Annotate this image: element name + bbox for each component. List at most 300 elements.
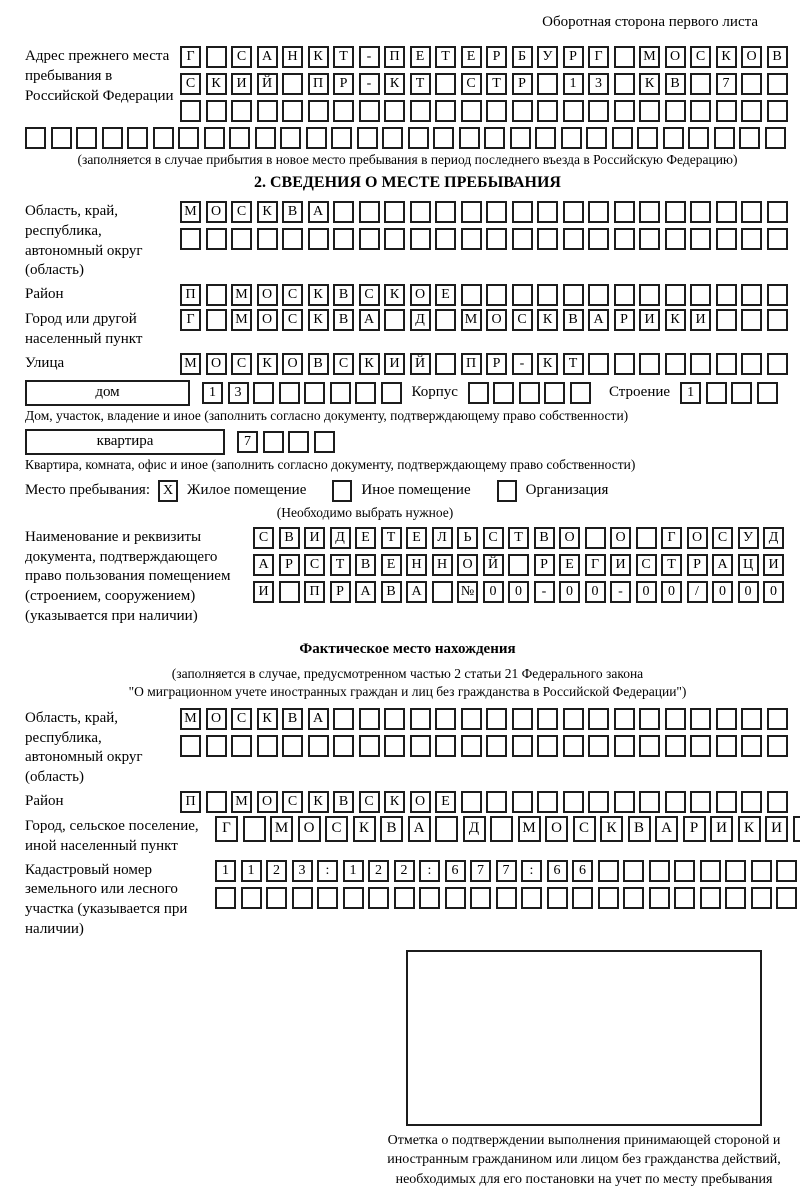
char-cell[interactable]: О <box>257 309 278 331</box>
char-cell[interactable] <box>333 201 354 223</box>
char-cell[interactable] <box>384 708 405 730</box>
char-cell[interactable]: 3 <box>588 73 609 95</box>
char-cell[interactable] <box>716 353 737 375</box>
char-cell[interactable]: П <box>180 791 201 813</box>
char-cell[interactable] <box>512 791 533 813</box>
char-cell[interactable] <box>614 46 635 68</box>
char-cell[interactable]: С <box>231 201 252 223</box>
char-cell[interactable] <box>561 127 582 149</box>
char-cell[interactable]: А <box>406 581 427 603</box>
char-cell[interactable]: С <box>636 554 657 576</box>
char-cell[interactable]: К <box>665 309 686 331</box>
char-cell[interactable]: Г <box>585 554 606 576</box>
char-cell[interactable]: : <box>419 860 440 882</box>
char-cell[interactable] <box>435 708 456 730</box>
char-cell[interactable]: Т <box>661 554 682 576</box>
char-cell[interactable] <box>308 100 329 122</box>
char-cell[interactable] <box>229 127 250 149</box>
char-cell[interactable]: № <box>457 581 478 603</box>
char-cell[interactable]: Т <box>333 46 354 68</box>
char-cell[interactable] <box>665 735 686 757</box>
char-cell[interactable]: 0 <box>559 581 580 603</box>
char-cell[interactable] <box>178 127 199 149</box>
char-cell[interactable] <box>330 382 351 404</box>
char-cell[interactable] <box>180 100 201 122</box>
char-cell[interactable] <box>563 201 584 223</box>
char-cell[interactable]: 6 <box>445 860 466 882</box>
char-cell[interactable] <box>714 127 735 149</box>
char-cell[interactable] <box>535 127 556 149</box>
char-cell[interactable] <box>757 382 778 404</box>
char-cell[interactable] <box>588 201 609 223</box>
char-cell[interactable] <box>288 431 309 453</box>
char-cell[interactable]: О <box>206 353 227 375</box>
char-cell[interactable]: Г <box>661 527 682 549</box>
char-cell[interactable] <box>598 887 619 909</box>
char-cell[interactable]: М <box>180 353 201 375</box>
char-cell[interactable]: К <box>537 309 558 331</box>
char-cell[interactable] <box>741 228 762 250</box>
char-cell[interactable] <box>381 382 402 404</box>
char-cell[interactable]: С <box>282 284 303 306</box>
char-cell[interactable] <box>614 353 635 375</box>
char-cell[interactable] <box>614 201 635 223</box>
char-cell[interactable] <box>767 228 788 250</box>
char-cell[interactable] <box>435 228 456 250</box>
char-cell[interactable]: И <box>763 554 784 576</box>
char-cell[interactable]: С <box>483 527 504 549</box>
char-cell[interactable] <box>636 527 657 549</box>
char-cell[interactable] <box>700 860 721 882</box>
char-cell[interactable] <box>292 887 313 909</box>
char-cell[interactable]: Г <box>180 46 201 68</box>
char-cell[interactable] <box>765 127 786 149</box>
char-cell[interactable] <box>563 791 584 813</box>
char-cell[interactable]: 3 <box>292 860 313 882</box>
char-cell[interactable] <box>614 100 635 122</box>
char-cell[interactable]: О <box>257 284 278 306</box>
char-cell[interactable] <box>153 127 174 149</box>
char-cell[interactable] <box>486 708 507 730</box>
char-cell[interactable]: Е <box>435 791 456 813</box>
char-cell[interactable] <box>470 887 491 909</box>
char-cell[interactable] <box>410 228 431 250</box>
char-cell[interactable]: Й <box>257 73 278 95</box>
char-cell[interactable] <box>725 887 746 909</box>
char-cell[interactable] <box>731 382 752 404</box>
char-cell[interactable]: К <box>308 309 329 331</box>
char-cell[interactable]: Р <box>486 46 507 68</box>
char-cell[interactable]: : <box>317 860 338 882</box>
char-cell[interactable] <box>486 100 507 122</box>
char-cell[interactable] <box>563 284 584 306</box>
char-cell[interactable]: 1 <box>343 860 364 882</box>
char-cell[interactable] <box>486 284 507 306</box>
char-cell[interactable] <box>741 353 762 375</box>
char-cell[interactable] <box>512 735 533 757</box>
char-cell[interactable] <box>544 382 565 404</box>
char-cell[interactable]: 1 <box>241 860 262 882</box>
char-cell[interactable]: 6 <box>547 860 568 882</box>
char-cell[interactable] <box>384 100 405 122</box>
char-cell[interactable] <box>493 382 514 404</box>
char-cell[interactable]: В <box>355 554 376 576</box>
char-cell[interactable]: С <box>282 309 303 331</box>
char-cell[interactable]: Е <box>435 284 456 306</box>
char-cell[interactable] <box>663 127 684 149</box>
char-cell[interactable]: 0 <box>636 581 657 603</box>
char-cell[interactable]: С <box>690 46 711 68</box>
char-cell[interactable] <box>649 887 670 909</box>
char-cell[interactable]: М <box>180 201 201 223</box>
char-cell[interactable] <box>419 887 440 909</box>
char-cell[interactable] <box>282 735 303 757</box>
char-cell[interactable]: Е <box>559 554 580 576</box>
char-cell[interactable] <box>741 309 762 331</box>
char-cell[interactable]: Ц <box>738 554 759 576</box>
char-cell[interactable] <box>445 887 466 909</box>
char-cell[interactable] <box>767 284 788 306</box>
char-cell[interactable]: С <box>231 353 252 375</box>
char-cell[interactable]: О <box>687 527 708 549</box>
char-cell[interactable]: В <box>279 527 300 549</box>
char-cell[interactable] <box>215 887 236 909</box>
char-cell[interactable] <box>508 554 529 576</box>
char-cell[interactable]: 0 <box>508 581 529 603</box>
char-cell[interactable] <box>435 73 456 95</box>
char-cell[interactable]: 3 <box>228 382 249 404</box>
char-cell[interactable]: С <box>573 816 596 842</box>
char-cell[interactable] <box>394 887 415 909</box>
char-cell[interactable] <box>461 284 482 306</box>
char-cell[interactable]: Р <box>279 554 300 576</box>
char-cell[interactable] <box>665 353 686 375</box>
char-cell[interactable] <box>206 100 227 122</box>
checkbox-organization[interactable] <box>497 480 517 502</box>
char-cell[interactable]: К <box>600 816 623 842</box>
char-cell[interactable] <box>776 887 797 909</box>
char-cell[interactable] <box>255 127 276 149</box>
char-cell[interactable]: Т <box>410 73 431 95</box>
char-cell[interactable] <box>461 100 482 122</box>
char-cell[interactable]: Г <box>215 816 238 842</box>
char-cell[interactable]: О <box>298 816 321 842</box>
char-cell[interactable] <box>410 708 431 730</box>
char-cell[interactable]: О <box>741 46 762 68</box>
char-cell[interactable] <box>570 382 591 404</box>
char-cell[interactable]: П <box>384 46 405 68</box>
char-cell[interactable] <box>314 431 335 453</box>
char-cell[interactable]: 2 <box>266 860 287 882</box>
char-cell[interactable]: Л <box>432 527 453 549</box>
char-cell[interactable] <box>519 382 540 404</box>
char-cell[interactable] <box>639 791 660 813</box>
char-cell[interactable]: А <box>588 309 609 331</box>
char-cell[interactable] <box>690 284 711 306</box>
char-cell[interactable] <box>598 860 619 882</box>
char-cell[interactable] <box>767 708 788 730</box>
char-cell[interactable]: Р <box>333 73 354 95</box>
char-cell[interactable] <box>690 708 711 730</box>
char-cell[interactable]: Т <box>435 46 456 68</box>
char-cell[interactable] <box>537 284 558 306</box>
char-cell[interactable]: 0 <box>763 581 784 603</box>
char-cell[interactable]: К <box>384 791 405 813</box>
char-cell[interactable]: В <box>665 73 686 95</box>
char-cell[interactable]: Т <box>508 527 529 549</box>
char-cell[interactable] <box>510 127 531 149</box>
char-cell[interactable] <box>537 201 558 223</box>
char-cell[interactable]: С <box>359 284 380 306</box>
char-cell[interactable] <box>751 860 772 882</box>
char-cell[interactable] <box>793 816 800 842</box>
char-cell[interactable] <box>304 382 325 404</box>
char-cell[interactable] <box>243 816 266 842</box>
char-cell[interactable] <box>333 228 354 250</box>
char-cell[interactable]: В <box>628 816 651 842</box>
char-cell[interactable]: О <box>257 791 278 813</box>
char-cell[interactable] <box>741 284 762 306</box>
char-cell[interactable]: Т <box>330 554 351 576</box>
char-cell[interactable] <box>484 127 505 149</box>
char-cell[interactable]: Н <box>406 554 427 576</box>
char-cell[interactable] <box>384 228 405 250</box>
char-cell[interactable] <box>253 382 274 404</box>
char-cell[interactable] <box>490 816 513 842</box>
char-cell[interactable]: Г <box>588 46 609 68</box>
char-cell[interactable] <box>623 860 644 882</box>
char-cell[interactable]: 0 <box>661 581 682 603</box>
char-cell[interactable]: Р <box>614 309 635 331</box>
char-cell[interactable] <box>537 228 558 250</box>
char-cell[interactable]: В <box>767 46 788 68</box>
char-cell[interactable]: Р <box>486 353 507 375</box>
char-cell[interactable]: П <box>461 353 482 375</box>
char-cell[interactable]: С <box>712 527 733 549</box>
char-cell[interactable]: С <box>231 708 252 730</box>
char-cell[interactable]: Д <box>410 309 431 331</box>
char-cell[interactable] <box>751 887 772 909</box>
char-cell[interactable] <box>521 887 542 909</box>
char-cell[interactable]: 2 <box>368 860 389 882</box>
char-cell[interactable]: В <box>333 791 354 813</box>
char-cell[interactable] <box>690 73 711 95</box>
char-cell[interactable] <box>461 228 482 250</box>
char-cell[interactable] <box>306 127 327 149</box>
char-cell[interactable] <box>357 127 378 149</box>
char-cell[interactable]: К <box>537 353 558 375</box>
char-cell[interactable] <box>410 201 431 223</box>
char-cell[interactable] <box>716 100 737 122</box>
char-cell[interactable]: Е <box>410 46 431 68</box>
char-cell[interactable]: 7 <box>470 860 491 882</box>
char-cell[interactable] <box>706 382 727 404</box>
char-cell[interactable] <box>512 100 533 122</box>
char-cell[interactable]: О <box>545 816 568 842</box>
char-cell[interactable] <box>614 791 635 813</box>
char-cell[interactable] <box>741 201 762 223</box>
char-cell[interactable]: О <box>610 527 631 549</box>
char-cell[interactable] <box>486 735 507 757</box>
char-cell[interactable]: К <box>738 816 761 842</box>
char-cell[interactable]: О <box>410 284 431 306</box>
char-cell[interactable] <box>639 228 660 250</box>
char-cell[interactable]: - <box>359 73 380 95</box>
char-cell[interactable] <box>716 791 737 813</box>
char-cell[interactable] <box>767 201 788 223</box>
char-cell[interactable] <box>537 73 558 95</box>
char-cell[interactable]: Д <box>463 816 486 842</box>
char-cell[interactable] <box>588 708 609 730</box>
char-cell[interactable] <box>435 201 456 223</box>
char-cell[interactable] <box>359 201 380 223</box>
char-cell[interactable] <box>382 127 403 149</box>
char-cell[interactable]: А <box>655 816 678 842</box>
char-cell[interactable] <box>716 309 737 331</box>
char-cell[interactable] <box>716 708 737 730</box>
char-cell[interactable]: А <box>408 816 431 842</box>
char-cell[interactable] <box>563 100 584 122</box>
char-cell[interactable] <box>665 100 686 122</box>
char-cell[interactable]: В <box>282 201 303 223</box>
char-cell[interactable] <box>665 201 686 223</box>
char-cell[interactable] <box>767 735 788 757</box>
char-cell[interactable] <box>741 100 762 122</box>
char-cell[interactable] <box>333 100 354 122</box>
char-cell[interactable] <box>257 228 278 250</box>
char-cell[interactable] <box>231 735 252 757</box>
char-cell[interactable] <box>257 100 278 122</box>
char-cell[interactable] <box>741 73 762 95</box>
char-cell[interactable] <box>231 228 252 250</box>
char-cell[interactable] <box>512 201 533 223</box>
char-cell[interactable]: М <box>231 309 252 331</box>
char-cell[interactable] <box>435 353 456 375</box>
char-cell[interactable] <box>716 735 737 757</box>
char-cell[interactable]: С <box>333 353 354 375</box>
char-cell[interactable]: 1 <box>680 382 701 404</box>
char-cell[interactable] <box>343 887 364 909</box>
char-cell[interactable]: У <box>738 527 759 549</box>
char-cell[interactable] <box>410 100 431 122</box>
char-cell[interactable] <box>206 735 227 757</box>
char-cell[interactable] <box>665 708 686 730</box>
char-cell[interactable]: И <box>710 816 733 842</box>
char-cell[interactable] <box>468 382 489 404</box>
char-cell[interactable] <box>102 127 123 149</box>
char-cell[interactable] <box>333 735 354 757</box>
char-cell[interactable] <box>614 73 635 95</box>
char-cell[interactable] <box>674 860 695 882</box>
char-cell[interactable] <box>410 735 431 757</box>
char-cell[interactable]: И <box>384 353 405 375</box>
char-cell[interactable] <box>279 382 300 404</box>
char-cell[interactable]: К <box>308 791 329 813</box>
char-cell[interactable] <box>588 791 609 813</box>
char-cell[interactable]: С <box>231 46 252 68</box>
char-cell[interactable]: Б <box>512 46 533 68</box>
char-cell[interactable] <box>127 127 148 149</box>
char-cell[interactable] <box>767 309 788 331</box>
char-cell[interactable] <box>767 73 788 95</box>
char-cell[interactable] <box>537 735 558 757</box>
char-cell[interactable]: К <box>257 353 278 375</box>
char-cell[interactable] <box>614 228 635 250</box>
char-cell[interactable]: А <box>308 201 329 223</box>
char-cell[interactable] <box>716 201 737 223</box>
char-cell[interactable]: М <box>461 309 482 331</box>
char-cell[interactable] <box>639 201 660 223</box>
char-cell[interactable] <box>355 382 376 404</box>
char-cell[interactable] <box>741 708 762 730</box>
char-cell[interactable]: Р <box>330 581 351 603</box>
char-cell[interactable] <box>716 228 737 250</box>
char-cell[interactable]: У <box>537 46 558 68</box>
char-cell[interactable]: 0 <box>483 581 504 603</box>
char-cell[interactable]: А <box>712 554 733 576</box>
char-cell[interactable]: С <box>359 791 380 813</box>
char-cell[interactable] <box>461 708 482 730</box>
char-cell[interactable] <box>776 860 797 882</box>
char-cell[interactable] <box>588 228 609 250</box>
char-cell[interactable] <box>266 887 287 909</box>
char-cell[interactable]: В <box>563 309 584 331</box>
char-cell[interactable] <box>432 581 453 603</box>
char-cell[interactable] <box>231 100 252 122</box>
char-cell[interactable] <box>496 887 517 909</box>
char-cell[interactable]: И <box>690 309 711 331</box>
char-cell[interactable] <box>563 708 584 730</box>
char-cell[interactable] <box>206 284 227 306</box>
char-cell[interactable] <box>384 735 405 757</box>
char-cell[interactable]: 2 <box>394 860 415 882</box>
char-cell[interactable] <box>716 284 737 306</box>
char-cell[interactable] <box>435 735 456 757</box>
char-cell[interactable]: 6 <box>572 860 593 882</box>
char-cell[interactable] <box>639 735 660 757</box>
char-cell[interactable]: М <box>231 284 252 306</box>
char-cell[interactable] <box>206 46 227 68</box>
char-cell[interactable]: В <box>534 527 555 549</box>
char-cell[interactable]: А <box>253 554 274 576</box>
char-cell[interactable] <box>614 708 635 730</box>
char-cell[interactable]: 1 <box>563 73 584 95</box>
char-cell[interactable] <box>614 735 635 757</box>
char-cell[interactable] <box>690 735 711 757</box>
char-cell[interactable]: Т <box>563 353 584 375</box>
char-cell[interactable]: М <box>518 816 541 842</box>
char-cell[interactable]: С <box>325 816 348 842</box>
char-cell[interactable]: К <box>206 73 227 95</box>
char-cell[interactable]: А <box>308 708 329 730</box>
char-cell[interactable] <box>614 284 635 306</box>
char-cell[interactable]: И <box>304 527 325 549</box>
char-cell[interactable]: А <box>355 581 376 603</box>
char-cell[interactable]: О <box>206 201 227 223</box>
char-cell[interactable]: П <box>308 73 329 95</box>
char-cell[interactable]: Н <box>282 46 303 68</box>
char-cell[interactable] <box>665 228 686 250</box>
char-cell[interactable] <box>282 73 303 95</box>
char-cell[interactable] <box>486 228 507 250</box>
char-cell[interactable] <box>588 284 609 306</box>
char-cell[interactable] <box>206 228 227 250</box>
char-cell[interactable]: С <box>304 554 325 576</box>
char-cell[interactable] <box>537 100 558 122</box>
char-cell[interactable]: М <box>180 708 201 730</box>
char-cell[interactable] <box>623 887 644 909</box>
char-cell[interactable]: О <box>206 708 227 730</box>
